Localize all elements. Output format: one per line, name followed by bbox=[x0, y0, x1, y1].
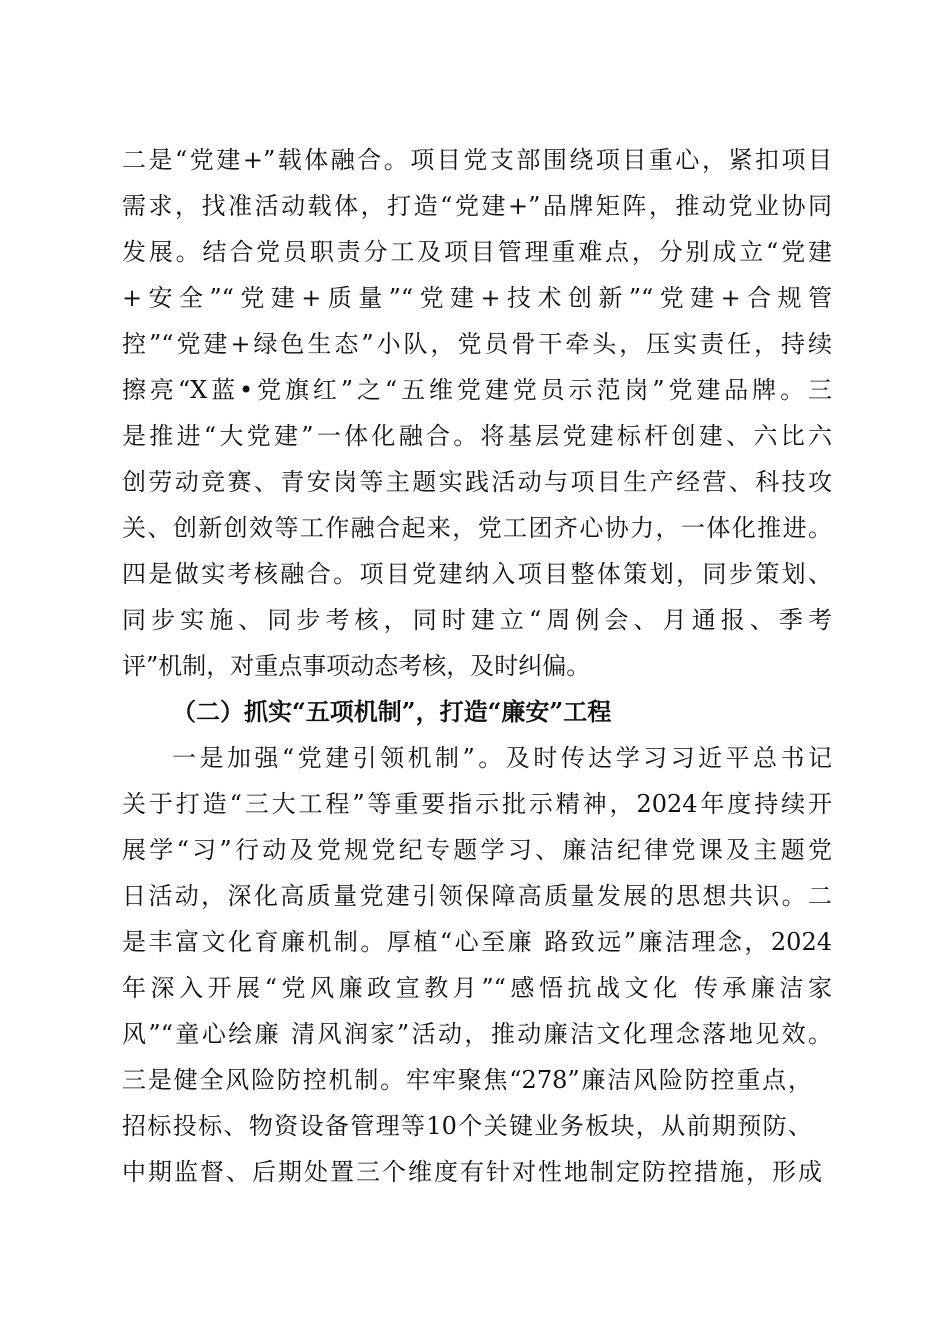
paragraph-line: 展学“习”行动及党规党纪专题学习、廉洁纪律党课及主题党 bbox=[122, 836, 832, 864]
paragraph-line: 年深入开展“党风廉政宣教月”“感悟抗战文化 传承廉洁家 bbox=[122, 974, 832, 1002]
paragraph-line: 四是做实考核融合。项目党建纳入项目整体策划，同步策划、 bbox=[122, 560, 832, 588]
paragraph-line: 一是加强“党建引领机制”。及时传达学习习近平总书记 bbox=[172, 744, 832, 772]
section-heading: （二）抓实“五项机制”，打造“廉安”工程 bbox=[172, 697, 612, 726]
paragraph-line: 日活动，深化高质量党建引领保障高质量发展的思想共识。二 bbox=[122, 882, 832, 910]
paragraph-line: +安全”“党建+质量”“党建+技术创新”“党建+合规管 bbox=[122, 284, 832, 312]
paragraph-line: 招标投标、物资设备管理等10个关键业务板块，从前期预防、 bbox=[122, 1112, 812, 1140]
paragraph-line: 风”“童心绘廉 清风润家”活动，推动廉洁文化理念落地见效。 bbox=[122, 1020, 832, 1048]
paragraph-line: 三是健全风险防控机制。牢牢聚焦“278”廉洁风险防控重点， bbox=[122, 1066, 812, 1094]
paragraph-line: 擦亮“X蓝•党旗红”之“五维党建党员示范岗”党建品牌。三 bbox=[122, 376, 832, 404]
paragraph-line: 关于打造“三大工程”等重要指示批示精神，2024年度持续开 bbox=[122, 790, 832, 818]
paragraph-line: 是推进“大党建”一体化融合。将基层党建标杆创建、六比六 bbox=[122, 422, 832, 450]
paragraph-line: 二是“党建+”载体融合。项目党支部围绕项目重心，紧扣项目 bbox=[122, 146, 832, 174]
paragraph-line: 是丰富文化育廉机制。厚植“心至廉 路致远”廉洁理念，2024 bbox=[122, 928, 832, 956]
paragraph-line: 同步实施、同步考核，同时建立“周例会、月通报、季考 bbox=[122, 606, 832, 634]
paragraph-line: 创劳动竞赛、青安岗等主题实践活动与项目生产经营、科技攻 bbox=[122, 468, 832, 496]
paragraph-line: 中期监督、后期处置三个维度有针对性地制定防控措施，形成 bbox=[122, 1158, 822, 1186]
paragraph-line: 发展。结合党员职责分工及项目管理重难点，分别成立“党建 bbox=[122, 238, 832, 266]
paragraph-line: 需求，找准活动载体，打造“党建+”品牌矩阵，推动党业协同 bbox=[122, 192, 832, 220]
paragraph-line: 控”“党建+绿色生态”小队，党员骨干牵头，压实责任，持续 bbox=[122, 330, 832, 358]
paragraph-line: 评”机制，对重点事项动态考核，及时纠偏。 bbox=[122, 652, 591, 680]
paragraph-line: 关、创新创效等工作融合起来，党工团齐心协力，一体化推进。 bbox=[122, 514, 832, 542]
